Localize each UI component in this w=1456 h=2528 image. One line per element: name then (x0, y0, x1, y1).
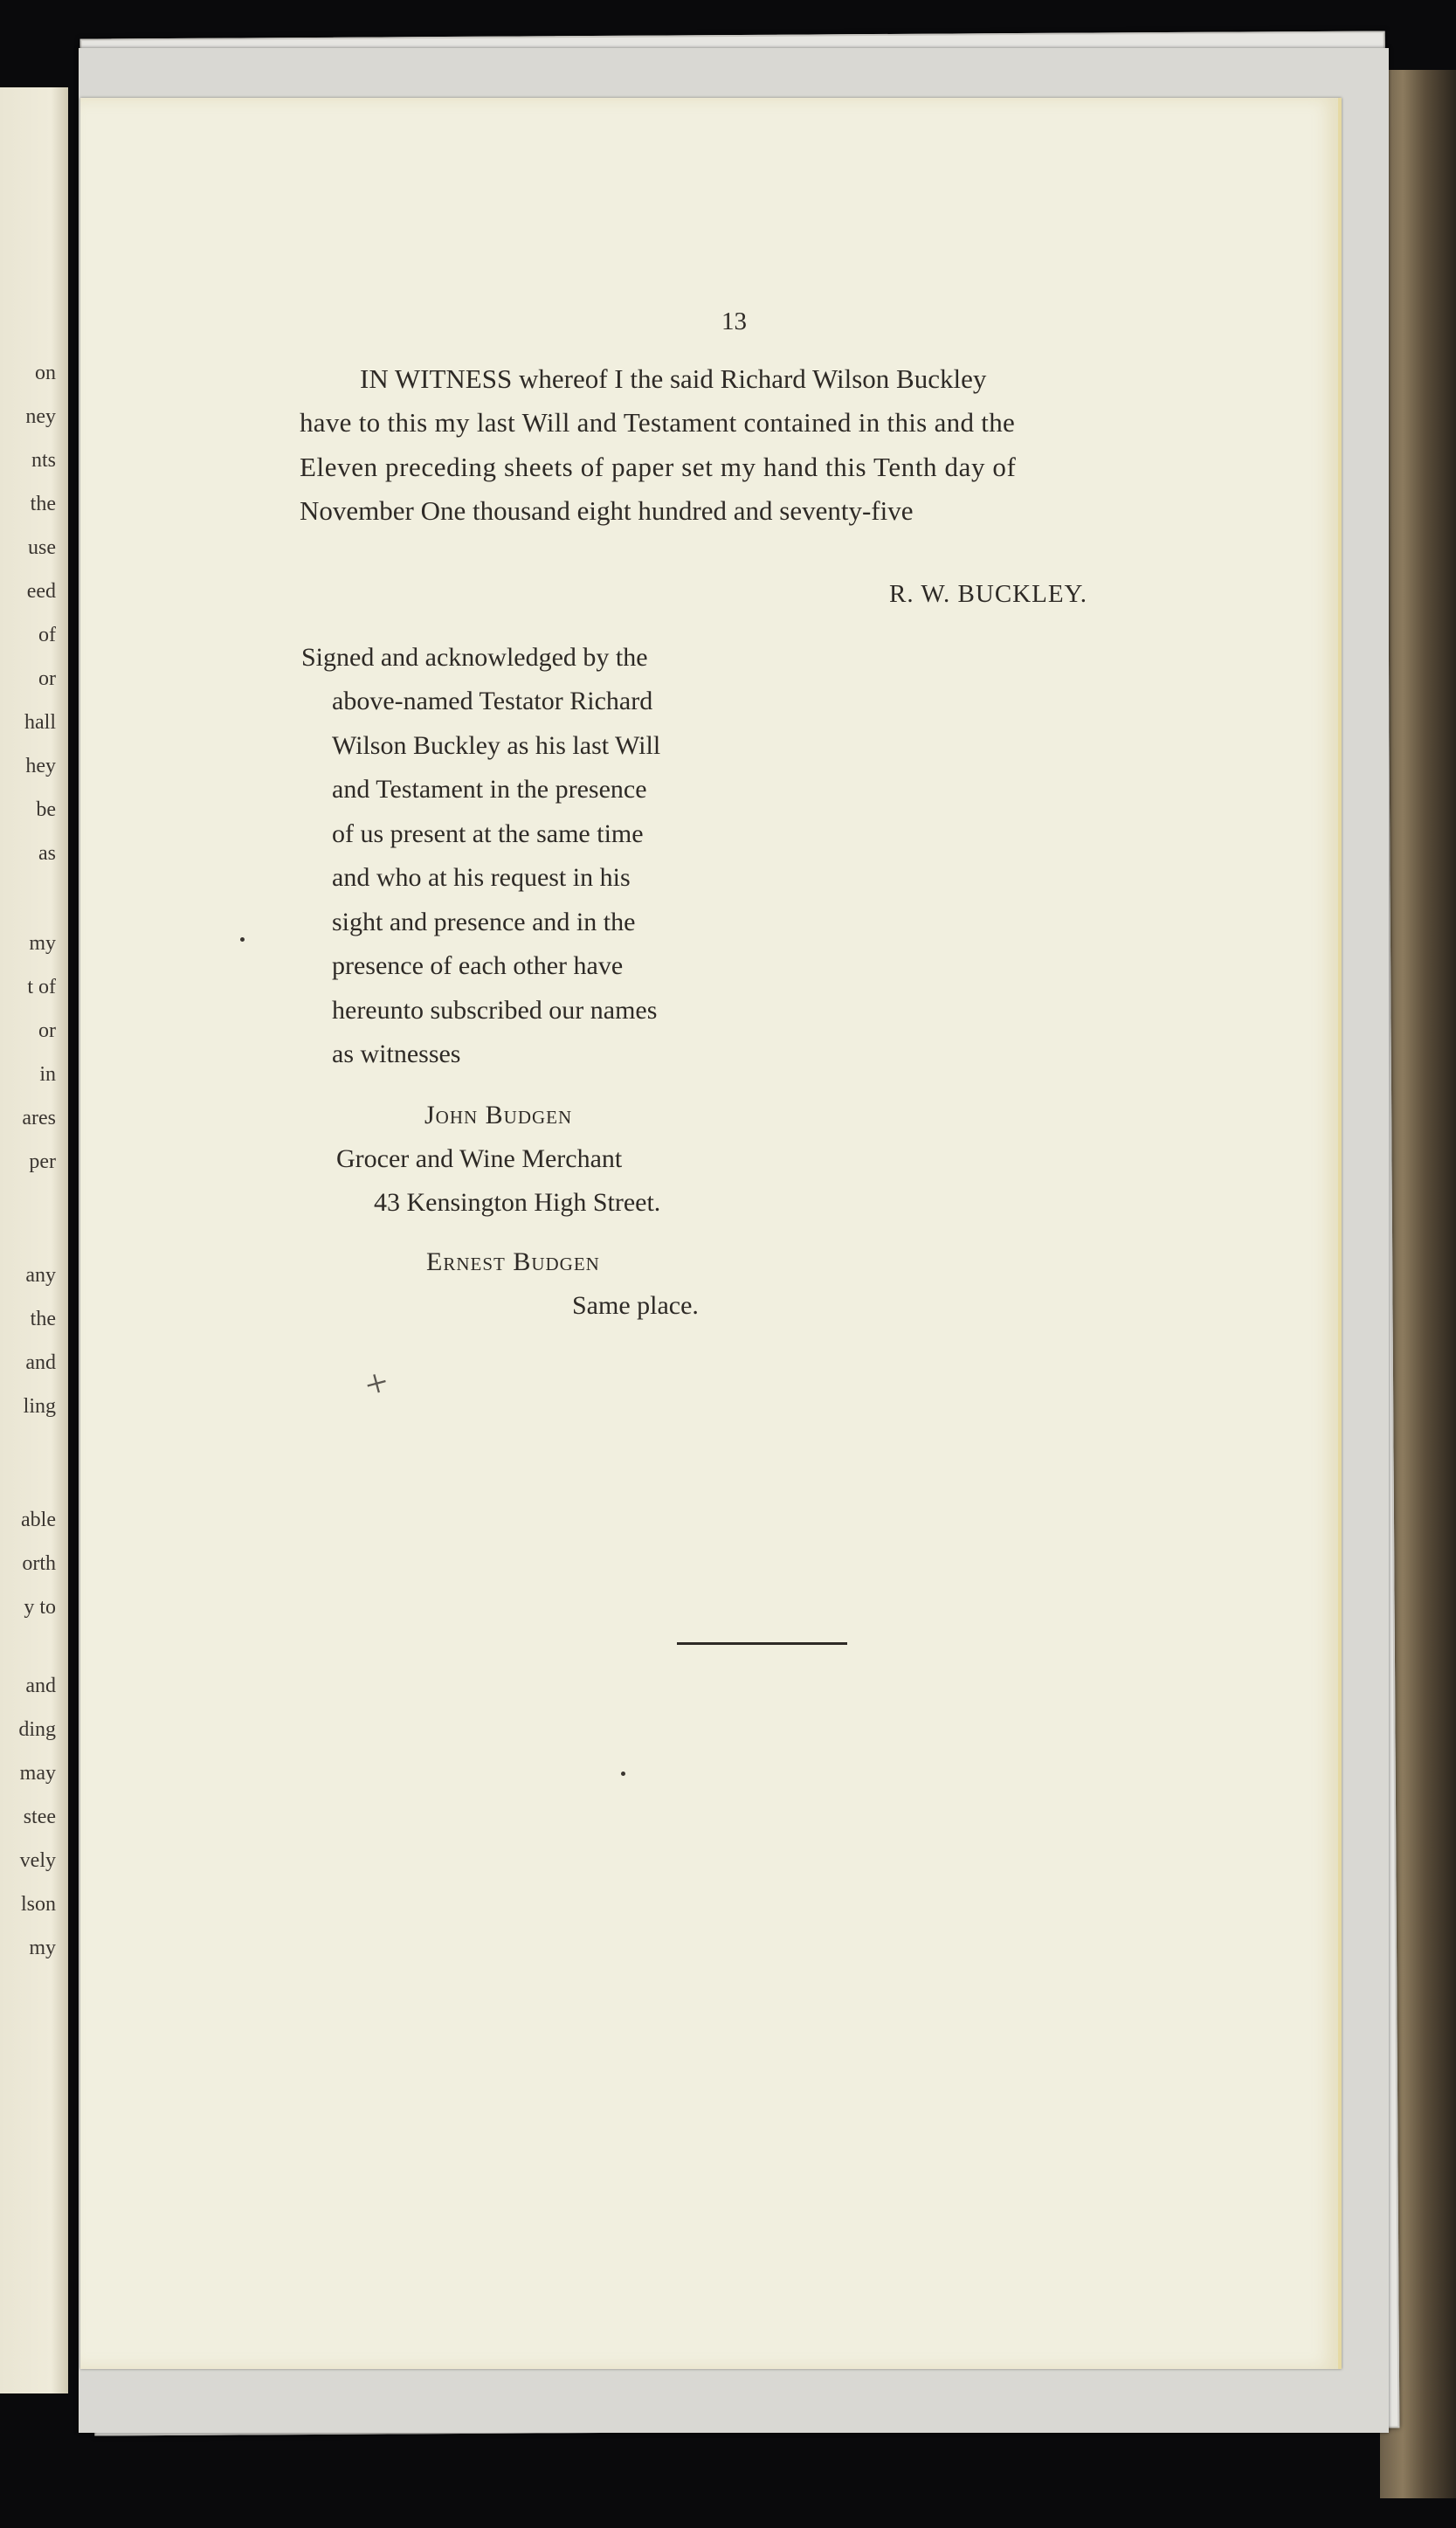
left-page-word: the (30, 493, 56, 515)
attestation-line: and who at his request in his (332, 863, 631, 892)
witness-clause-line: Eleven preceding sheets of paper set my hand this Tenth day of (300, 452, 1017, 482)
left-page-word: y to (24, 1596, 56, 1619)
left-page-word: orth (22, 1552, 56, 1575)
attestation-line: and Testament in the presence (332, 775, 647, 804)
left-page-word: as (38, 842, 56, 865)
left-page-word: my (29, 932, 56, 955)
left-page-word: nts (31, 449, 56, 472)
document-page (80, 98, 1342, 2369)
left-page-word: in (39, 1063, 56, 1086)
attestation-line: of us present at the same time (332, 819, 644, 848)
left-page-word: ney (25, 405, 56, 428)
left-page-word: vely (19, 1849, 56, 1872)
left-page-word: stee (23, 1806, 56, 1828)
page-number: 13 (721, 307, 747, 335)
left-page-word: and (25, 1675, 56, 1697)
left-page-word: or (38, 1019, 56, 1042)
attestation-line: presence of each other have (332, 951, 624, 980)
witness-address: 43 Kensington High Street. (374, 1188, 661, 1217)
left-page-word: the (30, 1308, 56, 1330)
pencil-cross-mark: + (359, 1358, 394, 1408)
left-page-word: t of (27, 976, 56, 998)
ink-speck (621, 1772, 625, 1776)
attestation-line: hereunto subscribed our names (332, 996, 658, 1025)
witness-name: Ernest Budgen (426, 1247, 600, 1276)
attestation-line: as witnesses (332, 1040, 461, 1068)
ink-speck (240, 937, 245, 942)
witness-clause-line: have to this my last Will and Testament contained in this and the (300, 407, 1016, 438)
left-page-word: on (35, 362, 56, 384)
left-page-word: ding (18, 1718, 56, 1741)
left-page-word: of (38, 624, 56, 646)
witness-clause-line: IN WITNESS whereof I the said Richard Wilson Buckley (360, 363, 987, 394)
left-page-word: hey (25, 755, 56, 777)
left-page-word: ares (22, 1107, 56, 1129)
witness-address: Same place. (572, 1291, 699, 1320)
attestation-line: above-named Testator Richard (332, 687, 653, 715)
attestation-line: sight and presence and in the (332, 908, 636, 936)
left-page-word: any (25, 1264, 56, 1287)
attestation-line: Wilson Buckley as his last Will (332, 731, 661, 760)
left-page-word: hall (24, 711, 56, 734)
witness-occupation: Grocer and Wine Merchant (336, 1144, 623, 1173)
left-facing-page (0, 87, 68, 2393)
witness-name: John Budgen (424, 1101, 573, 1129)
left-page-word: my (29, 1937, 56, 1959)
left-page-word: per (29, 1150, 56, 1173)
left-page-word: lson (20, 1893, 56, 1916)
left-page-word: use (28, 536, 56, 559)
left-page-word: ling (23, 1395, 56, 1418)
closing-rule (677, 1642, 847, 1645)
attestation-line: Signed and acknowledged by the (301, 643, 648, 672)
witness-clause-line: November One thousand eight hundred and seventy-five (300, 495, 914, 526)
testator-signature: R. W. BUCKLEY. (889, 580, 1087, 608)
left-page-word: may (19, 1762, 56, 1785)
left-page-word: able (21, 1509, 56, 1531)
left-page-word: and (25, 1351, 56, 1374)
left-page-word: be (36, 798, 56, 821)
left-page-word: or (38, 667, 56, 690)
left-page-word: eed (26, 580, 56, 603)
